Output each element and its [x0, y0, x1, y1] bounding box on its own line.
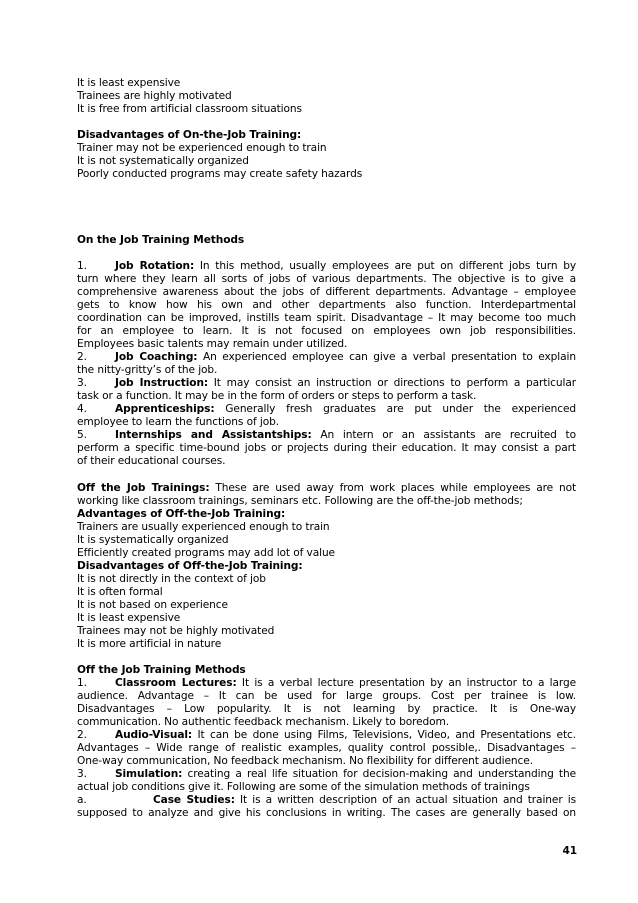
paragraph-text: Employees basic talents may remain under utilized.: [77, 338, 348, 350]
offjt-methods-section: [77, 664, 576, 820]
ojt-methods-section: [77, 234, 576, 247]
list-item: It is not systematically organized: [77, 155, 249, 167]
item-number: 1.: [77, 260, 87, 272]
paragraph-text: One-way communication, No feedback mechanism. No flexibility for different audience.: [77, 755, 533, 767]
list-item: It is systematically organized: [77, 534, 229, 546]
top-advantages-list: [77, 77, 576, 116]
offjt-method-audio-visual: [77, 729, 576, 768]
paragraph-text: An intern or an assistants are recruited to: [311, 429, 576, 441]
item-number: 2.: [77, 351, 87, 363]
paragraph-text: Disadvantages – Low popularity. It is not learning by practice. It is One-way: [77, 703, 576, 715]
item-number: 5.: [77, 429, 87, 441]
list-item: Efficiently created programs may add lot of value: [77, 547, 335, 559]
paragraph-text: audience. Advantage – It can be used for large groups. Cost per trainee is low.: [77, 690, 576, 702]
offjt-intro: [77, 482, 576, 651]
section-heading: Advantages of Off-the-Job Training:: [77, 508, 286, 520]
list-item: Trainees may not be highly motivated: [77, 625, 275, 637]
paragraph-text: for an employee to learn. It is not focused on employees own job responsibilities.: [77, 325, 576, 337]
offjt-method-classroom-lectures: [77, 677, 576, 729]
paragraph-text: coordination can be improved, instills team spirit. Disadvantage – It may become too much: [77, 312, 576, 324]
paragraph-text: comprehensive awareness about the jobs of different departments. Advantage – employee: [77, 286, 576, 298]
list-item: Poorly conducted programs may create safety hazards: [77, 168, 363, 180]
list-item: It is more artificial in nature: [77, 638, 222, 650]
item-number: 1.: [77, 677, 87, 689]
section-heading: Disadvantages of Off-the-Job Training:: [77, 560, 303, 572]
paragraph-text: creating a real life situation for decision-making and understanding the: [182, 768, 576, 780]
section-heading: Off the Job Training Methods: [77, 664, 246, 676]
list-item: It is least expensive: [77, 612, 181, 624]
section-heading: Disadvantages of On-the-Job Training:: [77, 129, 302, 141]
paragraph-text: It can be done using Films, Televisions, Video, and Presentations etc.: [192, 729, 576, 741]
list-item: Trainers are usually experienced enough to train: [77, 521, 330, 533]
item-number: 4.: [77, 403, 87, 415]
term: Simulation:: [115, 768, 183, 780]
simulation-case-studies: [77, 794, 576, 820]
paragraph-text: perform a specific time-bound jobs or projects during their education. It may consist a part: [77, 442, 576, 454]
term: Classroom Lectures:: [115, 677, 237, 689]
list-item: It is not directly in the context of job: [77, 573, 266, 585]
list-item: It is least expensive: [77, 77, 181, 89]
term: Apprenticeships:: [115, 403, 215, 415]
paragraph-text: of their educational courses.: [77, 455, 226, 467]
ojt-method-job-instruction: [77, 377, 576, 403]
paragraph-text: employee to learn the functions of job.: [77, 416, 279, 428]
list-item: It is not based on experience: [77, 599, 228, 611]
term: Off the Job Trainings:: [77, 482, 210, 494]
list-item: It is free from artificial classroom situations: [77, 103, 302, 115]
paragraph-text: Advantages – Wide range of realistic examples, quality control possible,. Disadvantages –: [77, 742, 576, 754]
paragraph-text: supposed to analyze and give his conclusions in writing. The cases are generally based on: [77, 807, 576, 819]
ojt-method-job-rotation: [77, 260, 576, 351]
paragraph-text: actual job conditions give it. Following are some of the simulation methods of trainings: [77, 781, 530, 793]
paragraph-text: Generally fresh graduates are put under the experienced: [214, 403, 576, 415]
page-number: 41: [562, 845, 577, 857]
paragraph-text: turn where they learn all sorts of jobs of various departments. The objective is to give a: [77, 273, 576, 285]
paragraph-text: the nitty-gritty’s of the job.: [77, 364, 218, 376]
paragraph-text: It may consist an instruction or directions to perform a particular: [208, 377, 576, 389]
paragraph-text: task or a function. It may be in the form of orders or steps to perform a task.: [77, 390, 477, 402]
item-number: 3.: [77, 768, 87, 780]
term: Internships and Assistantships:: [115, 429, 312, 441]
paragraph-text: It is a written description of an actual situation and trainer is: [234, 794, 576, 806]
list-item: Trainer may not be experienced enough to train: [77, 142, 327, 154]
paragraph-text: It is a verbal lecture presentation by an instructor to a large: [236, 677, 576, 689]
paragraph-text: working like classroom trainings, seminars etc. Following are the off-the-job methods;: [77, 495, 523, 507]
paragraph-text: These are used away from work places while employees are not: [209, 482, 576, 494]
ojt-method-internships: [77, 429, 576, 468]
term: Job Rotation:: [115, 260, 195, 272]
item-letter: a.: [77, 794, 87, 806]
ojt-method-apprenticeships: [77, 403, 576, 429]
ojt-methods-list: [77, 260, 576, 468]
list-item: It is often formal: [77, 586, 163, 598]
term: Case Studies:: [153, 794, 235, 806]
ojt-method-job-coaching: [77, 351, 576, 377]
paragraph-text: gets to know how his own and other departments also function. Interdepartmental: [77, 299, 576, 311]
offjt-method-simulation: [77, 768, 576, 794]
ojt-disadvantages-section: [77, 129, 576, 181]
section-heading: On the Job Training Methods: [77, 234, 245, 246]
paragraph-text: An experienced employee can give a verbal presentation to explain: [197, 351, 576, 363]
list-item: Trainees are highly motivated: [77, 90, 232, 102]
term: Audio-Visual:: [115, 729, 193, 741]
paragraph-text: communication. No authentic feedback mechanism. Likely to boredom.: [77, 716, 450, 728]
item-number: 2.: [77, 729, 87, 741]
item-number: 3.: [77, 377, 87, 389]
term: Job Instruction:: [115, 377, 209, 389]
paragraph-text: In this method, usually employees are put on different jobs turn by: [194, 260, 576, 272]
term: Job Coaching:: [115, 351, 198, 363]
